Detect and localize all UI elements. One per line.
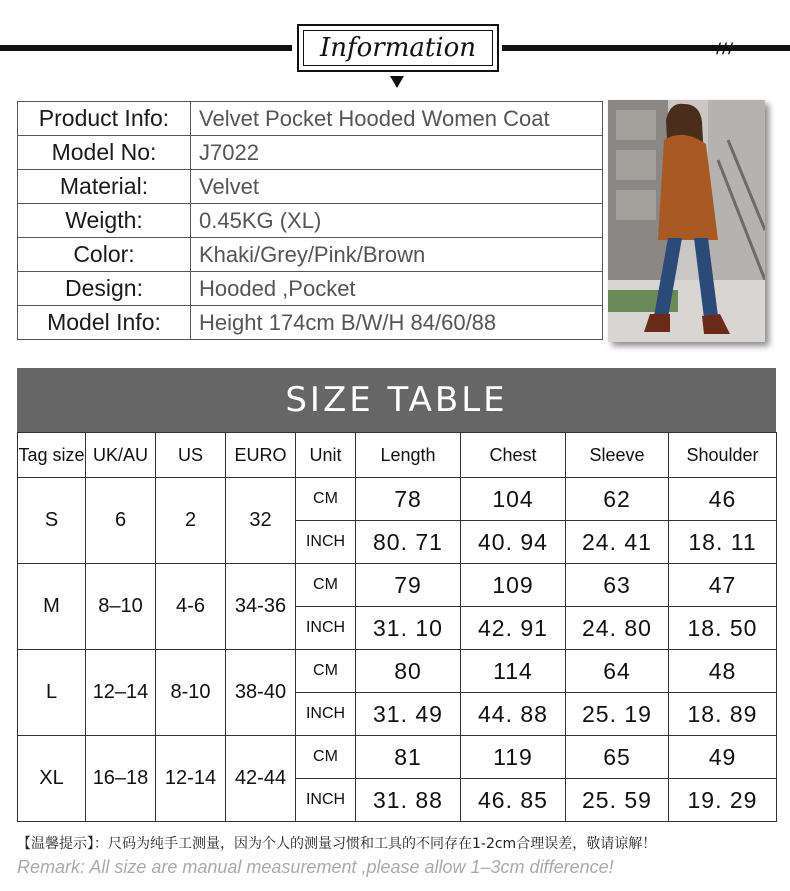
size-header-cell: Length (356, 433, 461, 478)
title-frame (297, 24, 499, 72)
length-cell: 79 (356, 564, 461, 607)
info-label: Color: (18, 238, 191, 272)
info-value: Velvet (191, 170, 603, 204)
unit-cell: CM (296, 564, 356, 607)
size-row-cm (18, 650, 777, 693)
uk-size-cell: 8–10 (86, 564, 156, 650)
us-size-cell: 4-6 (156, 564, 226, 650)
size-header-cell: Sleeve (566, 433, 669, 478)
length-cell: 31. 49 (356, 693, 461, 736)
info-row (18, 170, 603, 204)
info-value: Hooded ,Pocket (191, 272, 603, 306)
info-label: Weigth: (18, 204, 191, 238)
size-table-title: SIZE TABLE (285, 380, 508, 420)
us-size-cell: 8-10 (156, 650, 226, 736)
length-cell: 78 (356, 478, 461, 521)
chest-cell: 109 (461, 564, 566, 607)
size-header-cell: UK/AU (86, 433, 156, 478)
us-size-cell: 2 (156, 478, 226, 564)
size-header-cell: Chest (461, 433, 566, 478)
unit-cell: INCH (296, 693, 356, 736)
sleeve-cell: 62 (566, 478, 669, 521)
unit-cell: CM (296, 650, 356, 693)
info-value: 0.45KG (XL) (191, 204, 603, 238)
model-photo-illustration (608, 100, 765, 342)
header-rule-right (502, 45, 790, 51)
size-header-cell: Unit (296, 433, 356, 478)
euro-size-cell: 42-44 (226, 736, 296, 822)
chest-cell: 46. 85 (461, 779, 566, 822)
size-header-cell: Tag size (18, 433, 86, 478)
unit-cell: INCH (296, 607, 356, 650)
chest-cell: 44. 88 (461, 693, 566, 736)
sleeve-cell: 64 (566, 650, 669, 693)
shoulder-cell: 48 (669, 650, 777, 693)
info-value: Velvet Pocket Hooded Women Coat (191, 102, 603, 136)
info-label: Model Info: (18, 306, 191, 340)
size-row-cm (18, 478, 777, 521)
info-row (18, 306, 603, 340)
model-photo (608, 100, 765, 342)
chest-cell: 104 (461, 478, 566, 521)
unit-cell: INCH (296, 521, 356, 564)
info-label: Material: (18, 170, 191, 204)
page-title: Information (319, 33, 477, 63)
size-row-cm (18, 736, 777, 779)
uk-size-cell: 16–18 (86, 736, 156, 822)
size-header-cell: EURO (226, 433, 296, 478)
tag-size-cell: XL (18, 736, 86, 822)
size-table (17, 432, 777, 822)
shoulder-cell: 18. 11 (669, 521, 777, 564)
unit-cell: CM (296, 736, 356, 779)
info-value: Khaki/Grey/Pink/Brown (191, 238, 603, 272)
title-frame-inner (303, 30, 493, 66)
sleeve-cell: 24. 80 (566, 607, 669, 650)
length-cell: 81 (356, 736, 461, 779)
size-row-cm (18, 564, 777, 607)
sleeve-cell: 25. 19 (566, 693, 669, 736)
unit-cell: CM (296, 478, 356, 521)
remark-english: Remark: All size are manual measurement ,please allow 1–3cm difference! (17, 857, 614, 877)
euro-size-cell: 32 (226, 478, 296, 564)
size-header-cell: US (156, 433, 226, 478)
chest-cell: 42. 91 (461, 607, 566, 650)
sleeve-cell: 63 (566, 564, 669, 607)
shoulder-cell: 18. 50 (669, 607, 777, 650)
chest-cell: 40. 94 (461, 521, 566, 564)
info-value: Height 174cm B/W/H 84/60/88 (191, 306, 603, 340)
length-cell: 80 (356, 650, 461, 693)
info-label: Product Info: (18, 102, 191, 136)
length-cell: 31. 88 (356, 779, 461, 822)
size-table-banner (17, 368, 776, 432)
product-info-table (17, 101, 603, 340)
tag-size-cell: M (18, 564, 86, 650)
down-arrow-icon (390, 76, 404, 88)
remark-chinese: 【温馨提示】：尺码为纯手工测量，因为个人的测量习惯和工具的不同存在1-2cm合理误差，敬请谅解！ (17, 836, 657, 852)
sleeve-cell: 24. 41 (566, 521, 669, 564)
info-row (18, 238, 603, 272)
chest-cell: 119 (461, 736, 566, 779)
tag-size-cell: L (18, 650, 86, 736)
size-header-row (18, 433, 777, 478)
info-value: J7022 (191, 136, 603, 170)
info-label: Model No: (18, 136, 191, 170)
sleeve-cell: 65 (566, 736, 669, 779)
header-slash-decoration: / / / (716, 41, 732, 57)
sleeve-cell: 25. 59 (566, 779, 669, 822)
unit-cell: INCH (296, 779, 356, 822)
info-row (18, 102, 603, 136)
shoulder-cell: 46 (669, 478, 777, 521)
tag-size-cell: S (18, 478, 86, 564)
chest-cell: 114 (461, 650, 566, 693)
us-size-cell: 12-14 (156, 736, 226, 822)
header-rule-left (0, 45, 292, 51)
shoulder-cell: 47 (669, 564, 777, 607)
info-row (18, 204, 603, 238)
info-row (18, 272, 603, 306)
shoulder-cell: 18. 89 (669, 693, 777, 736)
info-label: Design: (18, 272, 191, 306)
euro-size-cell: 38-40 (226, 650, 296, 736)
shoulder-cell: 19. 29 (669, 779, 777, 822)
uk-size-cell: 12–14 (86, 650, 156, 736)
info-row (18, 136, 603, 170)
length-cell: 80. 71 (356, 521, 461, 564)
euro-size-cell: 34-36 (226, 564, 296, 650)
size-header-cell: Shoulder (669, 433, 777, 478)
shoulder-cell: 49 (669, 736, 777, 779)
length-cell: 31. 10 (356, 607, 461, 650)
uk-size-cell: 6 (86, 478, 156, 564)
